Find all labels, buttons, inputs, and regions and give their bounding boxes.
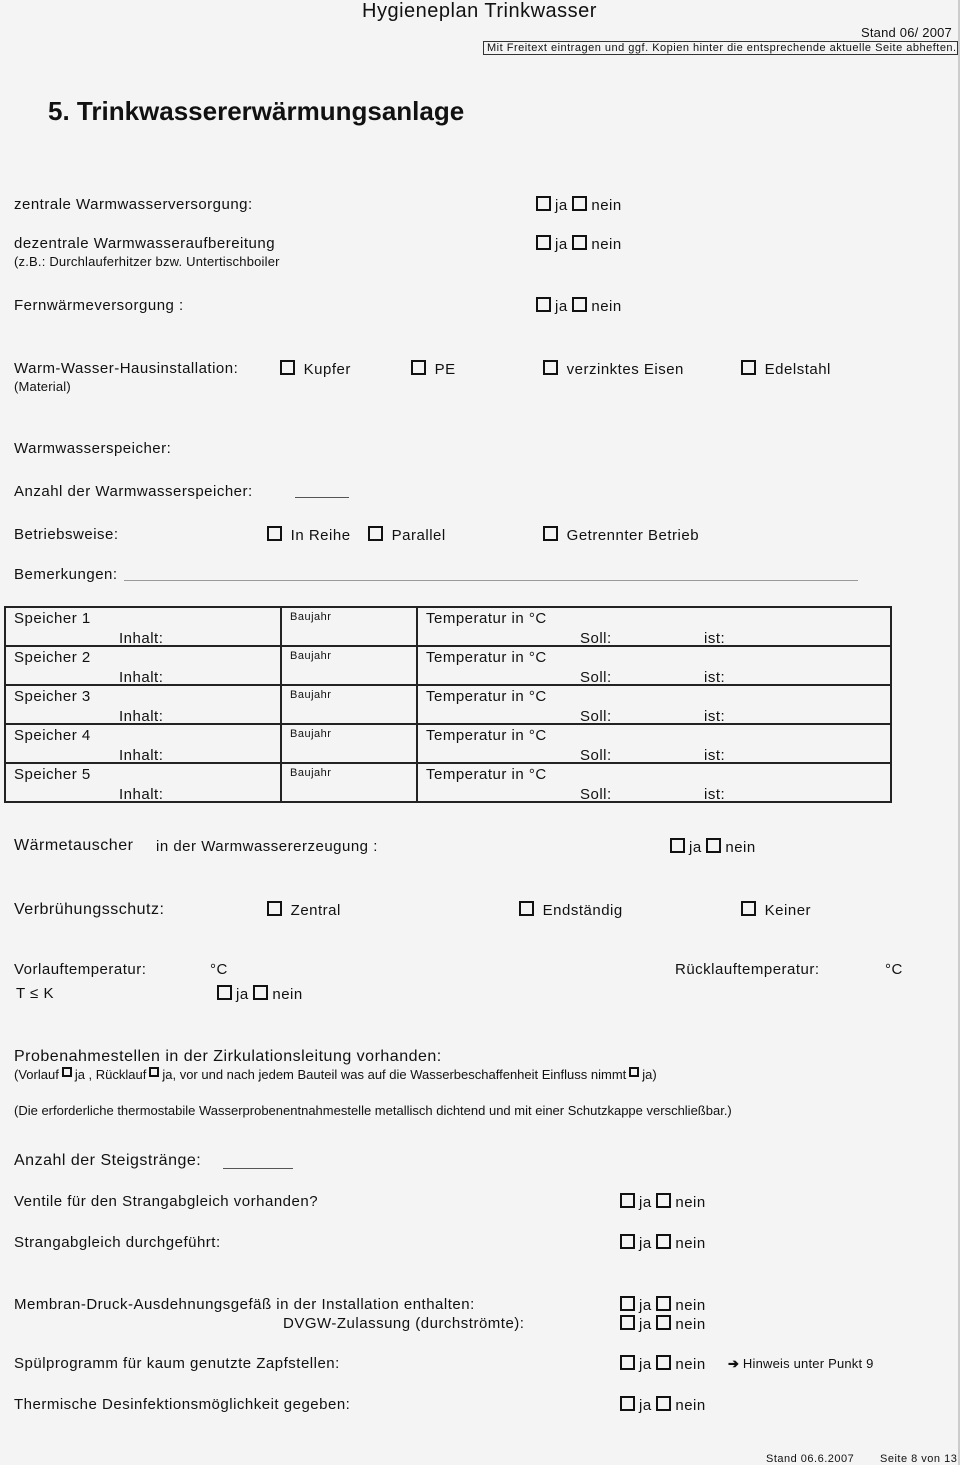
option-reihe[interactable]: In Reihe xyxy=(267,526,351,544)
cell-text: Inhalt: xyxy=(119,786,164,803)
cell-text: Temperatur in °C xyxy=(426,766,547,783)
cell-text: Soll: xyxy=(580,630,612,647)
thermisch-label: Thermische Desinfektionsmöglichkeit gegeben: xyxy=(14,1396,351,1413)
nein-checkbox[interactable] xyxy=(656,1193,671,1208)
table-cell[interactable] xyxy=(281,646,417,685)
cell-text: Baujahr xyxy=(290,728,332,740)
fernwaerme-options: ja nein xyxy=(536,297,622,315)
ventile-label: Ventile für den Strangabgleich vorhanden? xyxy=(14,1193,319,1210)
cell-text: Speicher 2 xyxy=(14,649,91,666)
proben-line1: (Vorlauf ja , Rücklauf ja, vor und nach jedem Bauteil was auf die Wasserbeschaffenheit Einfluss nimmt ja) xyxy=(14,1067,657,1082)
nein-checkbox[interactable] xyxy=(572,297,587,312)
option-pe[interactable]: PE xyxy=(411,360,456,378)
strangabgleich-options: ja nein xyxy=(620,1234,706,1252)
cell-text: Temperatur in °C xyxy=(426,727,547,744)
table-cell[interactable] xyxy=(5,724,281,763)
cell-text: Speicher 4 xyxy=(14,727,91,744)
cell-text: Soll: xyxy=(580,669,612,686)
dezentral-options: ja nein xyxy=(536,235,622,253)
betrieb-label: Betriebsweise: xyxy=(14,526,119,543)
delta-t-label: T ≤ K xyxy=(16,985,54,1002)
bauteil-checkbox[interactable] xyxy=(629,1067,639,1077)
cell-text: Soll: xyxy=(580,786,612,803)
table-row xyxy=(5,685,891,724)
nein-checkbox[interactable] xyxy=(656,1315,671,1330)
zentral-label: zentrale Warmwasserversorgung: xyxy=(14,196,253,213)
ja-checkbox[interactable] xyxy=(536,196,551,211)
ja-checkbox[interactable] xyxy=(620,1193,635,1208)
ja-checkbox[interactable] xyxy=(670,838,685,853)
footer-page: Seite 8 von 13 xyxy=(880,1453,958,1465)
cell-text: ist: xyxy=(704,708,726,725)
proben-note: (Die erforderliche thermostabile Wasserprobenentnahmestelle metallisch dichtend und mit einer Schutzkappe verschließbar.) xyxy=(14,1103,732,1118)
cell-text: Inhalt: xyxy=(119,747,164,764)
installation-label: Warm-Wasser-Hausinstallation: xyxy=(14,360,239,377)
footer-stand: Stand 06.6.2007 xyxy=(766,1453,855,1465)
vorlauf-label: Vorlauftemperatur: xyxy=(14,961,147,978)
stand-date: Stand 06/ 2007 xyxy=(861,25,952,40)
table-cell[interactable] xyxy=(417,646,891,685)
nein-checkbox[interactable] xyxy=(253,985,268,1000)
cell-text: Speicher 5 xyxy=(14,766,91,783)
arrow-right-icon: ➔ xyxy=(728,1356,740,1371)
nein-checkbox[interactable] xyxy=(656,1296,671,1311)
nein-checkbox[interactable] xyxy=(656,1396,671,1411)
instruction-note: Mit Freitext eintragen und ggf. Kopien hinter die entsprechende aktuelle Seite abheften. xyxy=(483,41,958,55)
cell-text: Baujahr xyxy=(290,611,332,623)
cell-text: Baujahr xyxy=(290,689,332,701)
membran-options: ja nein xyxy=(620,1296,706,1314)
hinweis: ➔ Hinweis unter Punkt 9 xyxy=(728,1356,874,1371)
table-cell[interactable] xyxy=(5,763,281,802)
table-cell[interactable] xyxy=(281,763,417,802)
anzahl-speicher-field[interactable] xyxy=(295,497,349,498)
option-zentral[interactable]: Zentral xyxy=(267,901,341,919)
proben-title: Probenahmestellen in der Zirkulationsleitung vorhanden: xyxy=(14,1048,442,1065)
ja-checkbox[interactable] xyxy=(620,1234,635,1249)
nein-checkbox[interactable] xyxy=(656,1355,671,1370)
zentral-options: ja nein xyxy=(536,196,622,214)
document-title: Hygieneplan Trinkwasser xyxy=(362,0,597,22)
table-row xyxy=(5,724,891,763)
table-cell[interactable] xyxy=(417,763,891,802)
dvgw-label: DVGW-Zulassung (durchströmte): xyxy=(283,1315,525,1332)
cell-text: Inhalt: xyxy=(119,669,164,686)
ruecklauf-checkbox[interactable] xyxy=(149,1067,159,1077)
dvgw-options: ja nein xyxy=(620,1315,706,1333)
fernwaerme-label: Fernwärmeversorgung : xyxy=(14,297,184,314)
cell-text: Inhalt: xyxy=(119,708,164,725)
cell-text: ist: xyxy=(704,630,726,647)
table-cell[interactable] xyxy=(5,646,281,685)
dezentral-sub: (z.B.: Durchlauferhitzer bzw. Untertischboiler xyxy=(14,254,280,269)
ventile-options: ja nein xyxy=(620,1193,706,1211)
cell-text: Speicher 1 xyxy=(14,610,91,627)
option-keiner[interactable]: Keiner xyxy=(741,901,811,919)
cell-text: Soll: xyxy=(580,708,612,725)
cell-text: Baujahr xyxy=(290,650,332,662)
cell-text: ist: xyxy=(704,747,726,764)
table-row xyxy=(5,646,891,685)
speicher-table xyxy=(4,606,892,803)
steig-label: Anzahl der Steigstränge: xyxy=(14,1152,202,1169)
option-getrennt[interactable]: Getrennter Betrieb xyxy=(543,526,699,544)
cell-text: Temperatur in °C xyxy=(426,610,547,627)
table-cell[interactable] xyxy=(281,685,417,724)
nein-checkbox[interactable] xyxy=(706,838,721,853)
section-title: 5. Trinkwassererwärmungsanlage xyxy=(48,96,465,126)
table-row xyxy=(5,607,891,646)
nein-checkbox[interactable] xyxy=(656,1234,671,1249)
cell-text: Temperatur in °C xyxy=(426,688,547,705)
table-cell[interactable] xyxy=(417,685,891,724)
cell-text: Baujahr xyxy=(290,767,332,779)
nein-checkbox[interactable] xyxy=(572,235,587,250)
cell-text: ist: xyxy=(704,669,726,686)
cell-text: Soll: xyxy=(580,747,612,764)
delta-options: ja nein xyxy=(217,985,303,1003)
ja-checkbox[interactable] xyxy=(620,1355,635,1370)
nein-checkbox[interactable] xyxy=(572,196,587,211)
membran-label: Membran-Druck-Ausdehnungsgefäß in der Installation enthalten: xyxy=(14,1296,475,1313)
ja-checkbox[interactable] xyxy=(536,235,551,250)
option-edelstahl[interactable]: Edelstahl xyxy=(741,360,831,378)
ja-checkbox[interactable] xyxy=(217,985,232,1000)
ja-checkbox[interactable] xyxy=(620,1396,635,1411)
option-parallel[interactable]: Parallel xyxy=(368,526,446,544)
vorlauf-unit: °C xyxy=(210,961,228,978)
ja-checkbox[interactable] xyxy=(620,1315,635,1330)
speicher-label: Warmwasserspeicher: xyxy=(14,440,172,457)
waermetauscher-rest: in der Warmwassererzeugung : xyxy=(156,838,378,855)
strangabgleich-label: Strangabgleich durchgeführt: xyxy=(14,1234,221,1251)
cell-text: ist: xyxy=(704,786,726,803)
spuel-options: ja nein xyxy=(620,1355,706,1373)
table-row xyxy=(5,763,891,802)
steig-field[interactable] xyxy=(223,1168,293,1169)
option-kupfer[interactable]: Kupfer xyxy=(280,360,351,378)
table-cell[interactable] xyxy=(281,607,417,646)
installation-sub: (Material) xyxy=(14,379,71,394)
spuel-label: Spülprogramm für kaum genutzte Zapfstellen: xyxy=(14,1355,340,1372)
table-cell[interactable] xyxy=(5,607,281,646)
ja-checkbox[interactable] xyxy=(536,297,551,312)
waermetauscher-label: Wärmetauscher xyxy=(14,837,134,854)
vorlauf-checkbox[interactable] xyxy=(62,1067,72,1077)
cell-text: Temperatur in °C xyxy=(426,649,547,666)
waermetauscher-options: ja nein xyxy=(670,838,756,856)
ruecklauf-label: Rücklauftemperatur: xyxy=(675,961,820,978)
cell-text: Inhalt: xyxy=(119,630,164,647)
ja-checkbox[interactable] xyxy=(620,1296,635,1311)
anzahl-speicher-label: Anzahl der Warmwasserspeicher: xyxy=(14,483,253,500)
option-verzinkt[interactable]: verzinktes Eisen xyxy=(543,360,684,378)
table-cell[interactable] xyxy=(417,607,891,646)
table-cell[interactable] xyxy=(5,685,281,724)
cell-text: Speicher 3 xyxy=(14,688,91,705)
table-cell[interactable] xyxy=(417,724,891,763)
bemerkungen-field[interactable] xyxy=(124,580,858,581)
bemerkungen-label: Bemerkungen: xyxy=(14,566,118,583)
table-cell[interactable] xyxy=(281,724,417,763)
thermisch-options: ja nein xyxy=(620,1396,706,1414)
verbruehung-label: Verbrühungsschutz: xyxy=(14,901,165,918)
ruecklauf-unit: °C xyxy=(885,961,903,978)
option-endstaendig[interactable]: Endständig xyxy=(519,901,623,919)
dezentral-label: dezentrale Warmwasseraufbereitung xyxy=(14,235,276,252)
